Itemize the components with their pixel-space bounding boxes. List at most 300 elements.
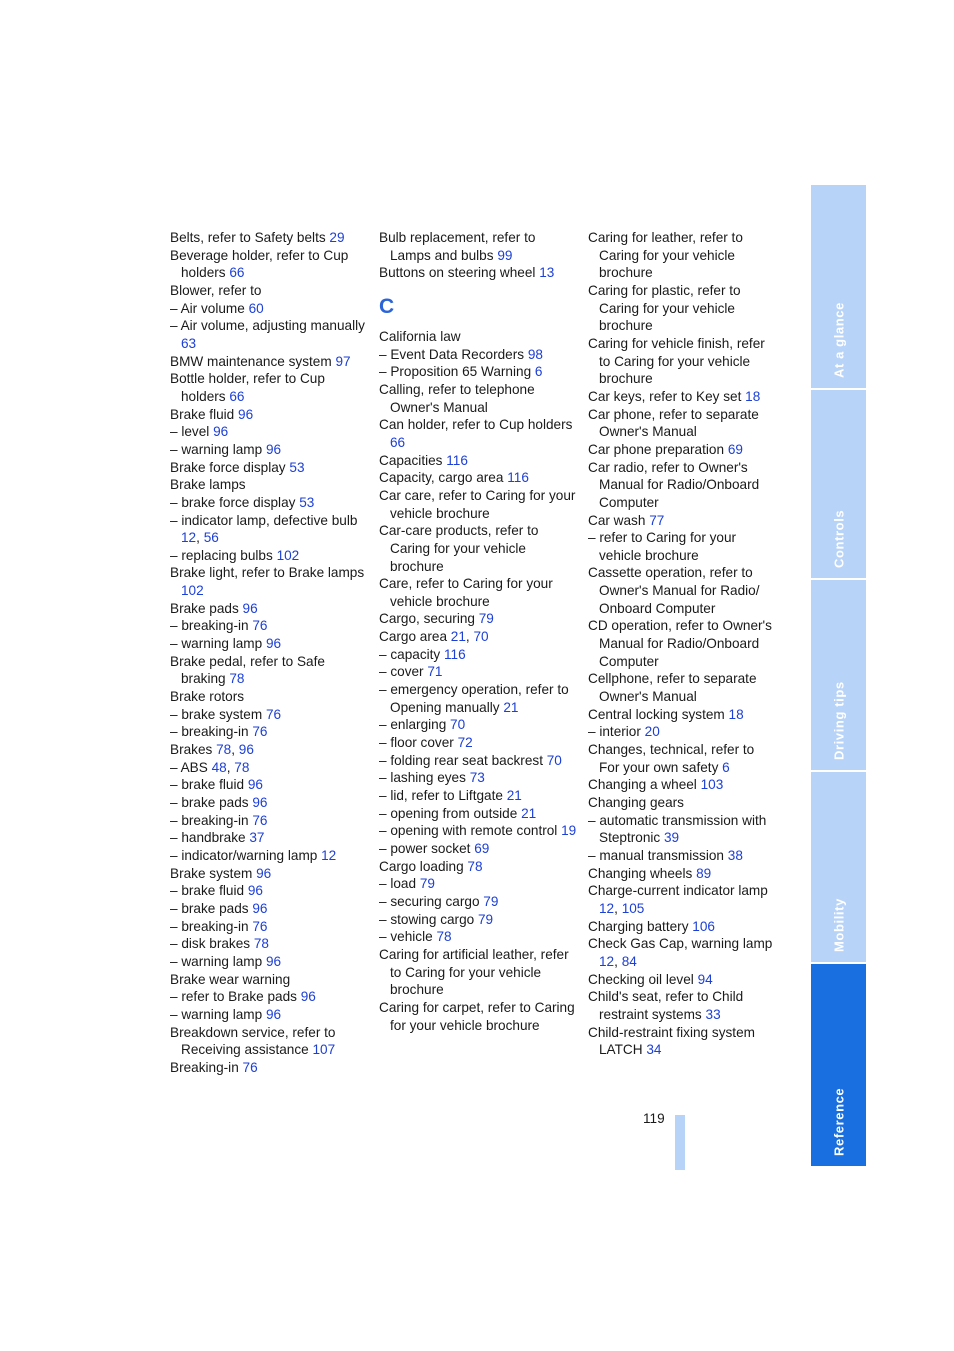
index-entry-text: Breaking-in (170, 1059, 243, 1075)
index-entry-text: – refer to Brake pads (170, 989, 301, 1005)
index-entry (588, 388, 776, 406)
index-entry-text: – load (379, 876, 420, 892)
page-ref-link[interactable]: 12 (599, 900, 615, 916)
page-ref-link[interactable]: 34 (646, 1042, 662, 1058)
index-entry-text: – warning lamp (170, 1006, 266, 1022)
page-ref-link[interactable]: 79 (478, 911, 494, 927)
tab-at-a-glance[interactable] (811, 185, 866, 388)
index-entry-text: Changing a wheel (588, 777, 701, 793)
page-ref-link[interactable]: 73 (469, 770, 485, 786)
index-entry-text: Cassette operation, refer to Owner's Manual for Radio/ Onboard Computer (588, 565, 760, 616)
index-entry-text: California law (379, 328, 461, 344)
index-entry-text: – vehicle (379, 929, 437, 945)
index-entry (170, 1059, 370, 1077)
index-entry-text: Car wash (588, 512, 650, 528)
index-entry-text: – opening with remote control (379, 823, 562, 839)
index-entry (170, 829, 370, 847)
index-entry (170, 847, 370, 865)
page-ref-link[interactable]: 94 (697, 971, 713, 987)
index-entry-text: Bulb replacement, refer to Lamps and bulbs (379, 230, 536, 263)
index-entry-text: Brake rotors (170, 689, 245, 705)
page-ref-link[interactable]: 78 (234, 759, 250, 775)
index-entry (379, 610, 579, 628)
page-ref-link[interactable]: 102 (276, 547, 300, 563)
index-entry (379, 769, 579, 787)
index-entry-text: Brake light, refer to Brake lamps (170, 565, 365, 581)
page-ref-link[interactable]: 107 (312, 1042, 336, 1058)
page-ref-link[interactable]: 78 (229, 671, 245, 687)
index-entry (588, 812, 776, 847)
index-entry-text: – folding rear seat backrest (379, 752, 547, 768)
index-entry (379, 822, 579, 840)
index-entry (588, 776, 776, 794)
page-ref-link[interactable]: 96 (265, 1006, 282, 1022)
page-ref-link[interactable]: 60 (248, 300, 264, 316)
index-entry (379, 999, 579, 1034)
index-entry-text: – ABS (170, 759, 212, 775)
index-entry-text: Check Gas Cap, warning lamp (588, 936, 773, 952)
page-ref-link[interactable]: 70 (473, 629, 489, 645)
index-entry-text: – opening from outside (379, 805, 522, 821)
page-ref-link[interactable]: 56 (203, 530, 219, 546)
index-entry (588, 865, 776, 883)
index-entry (170, 547, 370, 565)
page-ref-link[interactable]: 77 (649, 512, 665, 528)
index-entry-text: Breakdown service, refer to Receiving assistance (170, 1024, 336, 1058)
index-entry (170, 971, 370, 989)
index-entry (170, 635, 370, 653)
page-ref-link[interactable]: 37 (249, 830, 265, 846)
index-entry-text: – enlarging (379, 717, 451, 733)
page-ref-link[interactable]: 89 (696, 865, 712, 881)
index-entry-text: – warning lamp (170, 953, 266, 969)
index-entry (379, 858, 579, 876)
tab-label: Reference (831, 1087, 846, 1156)
index-entry (170, 459, 370, 477)
index-entry-text: – lashing eyes (379, 770, 470, 786)
index-entry (588, 1024, 776, 1059)
page-ref-link[interactable]: 48 (211, 759, 227, 775)
index-entry-text: Car phone preparation (588, 441, 728, 457)
index-entry-text: – power socket (379, 841, 475, 856)
index-entry (379, 363, 579, 381)
index-entry-text: Child-restraint fixing system LATCH (588, 1024, 755, 1058)
index-entry (588, 282, 776, 335)
tab-mobility[interactable] (811, 772, 866, 962)
page-ref-link[interactable]: 79 (419, 876, 435, 892)
index-entry-text: – breaking-in (170, 918, 253, 934)
index-entry (379, 416, 579, 451)
index-entry (588, 512, 776, 530)
page-ref-link[interactable]: 96 (238, 742, 254, 758)
page-marker (675, 1115, 685, 1170)
index-entry-text: – indicator lamp, defective bulb (170, 512, 358, 528)
index-entry-text: – brake system (170, 706, 266, 722)
index-entry (379, 381, 579, 416)
page-ref-link[interactable]: 76 (252, 812, 268, 828)
index-entry (379, 346, 579, 364)
page-ref-link[interactable]: 96 (265, 636, 282, 652)
index-entry (170, 918, 370, 936)
index-entry (379, 840, 579, 858)
index-entry-text: Brake pedal, refer to Safe braking (170, 653, 325, 687)
page-ref-link[interactable]: 76 (265, 706, 282, 722)
index-entry (588, 847, 776, 865)
index-entry (170, 441, 370, 459)
index-entry (170, 653, 370, 688)
page-ref-link[interactable]: 19 (561, 823, 577, 839)
index-entry-text: – warning lamp (170, 441, 266, 457)
tab-driving-tips[interactable] (811, 580, 866, 770)
index-entry-text: Blower, refer to (170, 282, 262, 298)
index-letter-heading: C (379, 294, 395, 318)
index-entry-text: Caring for vehicle finish, refer to Caring for your vehicle brochure (588, 335, 765, 387)
index-column-3 (588, 229, 776, 1059)
index-entry (379, 911, 579, 929)
index-entry (170, 1024, 370, 1059)
page-ref-link[interactable]: 78 (467, 858, 483, 874)
index-entry (170, 794, 370, 812)
index-entry (170, 370, 370, 405)
index-entry (170, 476, 370, 494)
index-entry-text: Belts, refer to Safety belts (170, 230, 330, 245)
index-entry-text: Bottle holder, refer to Cup holders (170, 371, 325, 404)
index-entry (170, 300, 370, 318)
page-ref-link[interactable]: 96 (265, 441, 282, 457)
index-entry (170, 282, 370, 300)
index-entry (588, 723, 776, 741)
index-entry-text: Car phone, refer to separate Owner's Manual (588, 406, 759, 440)
index-entry-text: CD operation, refer to Owner's Manual for Radio/Onboard Computer (588, 618, 772, 669)
index-entry (170, 953, 370, 971)
page-ref-link[interactable]: 53 (289, 459, 305, 475)
page-ref-link[interactable]: 96 (300, 989, 316, 1005)
index-entry-text: Brake pads (170, 600, 243, 616)
page-ref-link[interactable]: 66 (229, 265, 245, 281)
page-ref-link[interactable]: 76 (252, 618, 268, 634)
index-entry-text: Caring for carpet, refer to Caring for your vehicle brochure (379, 999, 575, 1033)
tab-label: Controls (831, 509, 846, 568)
index-entry-text: – disk brakes (170, 936, 254, 952)
index-entry-text: – lid, refer to Liftgate (379, 788, 507, 804)
page-ref-separator: , (196, 530, 204, 546)
index-entry-text: Car radio, refer to Owner's Manual for Radio/Onboard Computer (588, 459, 760, 510)
index-entry-text: Changing wheels (588, 865, 697, 881)
index-entry-text: Caring for plastic, refer to Caring for your vehicle brochure (588, 282, 741, 334)
index-entry (588, 794, 776, 812)
index-entry (170, 406, 370, 424)
index-entry-text: – interior (588, 724, 645, 740)
index-entry (588, 564, 776, 617)
index-entry (588, 670, 776, 705)
index-entry (379, 487, 579, 522)
page-ref-link[interactable]: 12 (181, 530, 197, 546)
index-entry-text: – brake force display (170, 494, 300, 510)
index-entry-text: Calling, refer to telephone Owner's Manual (379, 381, 535, 415)
index-entry-text: – indicator/warning lamp (170, 847, 322, 863)
index-entry (170, 600, 370, 618)
index-entry (379, 734, 579, 752)
tab-label: Driving tips (831, 681, 846, 760)
page-ref-separator: , (465, 629, 474, 645)
index-entry (379, 628, 579, 646)
page-ref-link[interactable]: 71 (427, 664, 443, 680)
index-entry-text: Car keys, refer to Key set (588, 388, 746, 404)
page-ref-link[interactable]: 79 (483, 893, 499, 909)
index-entry (170, 988, 370, 1006)
index-entry (170, 229, 370, 247)
index-entry (588, 918, 776, 936)
index-entry-text: Beverage holder, refer to Cup holders (170, 247, 349, 281)
index-entry (170, 706, 370, 724)
page-ref-link[interactable]: 6 (722, 759, 730, 775)
page-ref-link[interactable]: 97 (335, 353, 351, 369)
page-ref-link[interactable]: 29 (329, 230, 345, 245)
page-ref-link[interactable]: 69 (727, 441, 743, 457)
tab-label: Mobility (831, 898, 846, 952)
page-ref-separator: , (226, 759, 235, 775)
index-entry (170, 1006, 370, 1024)
index-entry-text: – securing cargo (379, 893, 484, 909)
index-entry-text: Caring for leather, refer to Caring for your vehicle brochure (588, 230, 743, 281)
index-entry-text: Charge-current indicator lamp (588, 883, 768, 899)
page-ref-link[interactable]: 96 (213, 424, 229, 440)
index-entry (170, 353, 370, 371)
index-entry-text: – handbrake (170, 830, 250, 846)
index-entry (588, 971, 776, 989)
index-entry (170, 935, 370, 953)
index-entry (170, 741, 370, 759)
index-entry (170, 688, 370, 706)
index-entry-text: Capacities (379, 452, 447, 468)
page-ref-link[interactable]: 102 (181, 583, 204, 599)
index-column-2 (379, 229, 579, 1034)
index-entry-text: Buttons on steering wheel (379, 265, 540, 281)
index-entry-text: – capacity (379, 646, 444, 662)
index-entry-text: – Event Data Recorders (379, 346, 528, 362)
index-entry (379, 328, 579, 346)
index-entry (170, 317, 370, 352)
index-entry (170, 423, 370, 441)
page-ref-link[interactable]: 76 (252, 918, 268, 934)
page-ref-link[interactable]: 116 (443, 646, 466, 662)
index-entry-text: Capacity, cargo area (379, 470, 508, 486)
index-entry-text: Brake force display (170, 459, 290, 475)
tab-controls[interactable] (811, 390, 866, 578)
index-entry (170, 512, 370, 547)
page-ref-link[interactable]: 12 (321, 847, 337, 863)
page-ref-link[interactable]: 96 (247, 777, 263, 793)
page-ref-link[interactable]: 39 (663, 830, 680, 846)
index-entry-text: BMW maintenance system (170, 353, 336, 369)
index-entry (588, 706, 776, 724)
index-entry-text: Cellphone, refer to separate Owner's Manual (588, 671, 757, 705)
page-ref-link[interactable]: 96 (238, 406, 254, 422)
index-entry (379, 875, 579, 893)
index-entry (588, 988, 776, 1023)
index-entry-text: – brake fluid (170, 777, 248, 793)
index-entry-text: – breaking-in (170, 618, 253, 634)
index-entry (170, 494, 370, 512)
page-ref-separator: , (231, 742, 239, 758)
page-ref-link[interactable]: 76 (252, 724, 268, 740)
index-entry (170, 776, 370, 794)
page-ref-link[interactable]: 96 (252, 795, 268, 810)
page-ref-link[interactable]: 84 (621, 953, 637, 969)
index-entry-text: Cargo, securing (379, 611, 479, 627)
index-entry-text: Caring for artificial leather, refer to Caring for your vehicle brochure (379, 946, 569, 998)
index-entry-text: Car care, refer to Caring for your vehicle brochure (379, 487, 576, 521)
index-entry-text: – brake fluid (170, 883, 248, 899)
index-entry-text: Cargo area (379, 629, 451, 645)
index-entry (379, 787, 579, 805)
index-entry-text: Brakes (170, 742, 217, 758)
index-entry (588, 882, 776, 917)
index-entry (379, 946, 579, 999)
page-ref-link[interactable]: 53 (299, 494, 315, 510)
page-ref-link[interactable]: 38 (727, 847, 743, 863)
page-ref-link[interactable]: 21 (521, 805, 537, 821)
page-ref-link[interactable]: 96 (252, 900, 268, 916)
index-entry (379, 469, 579, 487)
index-entry-text: – floor cover (379, 735, 458, 751)
page-ref-link[interactable]: 21 (506, 788, 522, 804)
page-ref-link[interactable]: 79 (478, 611, 494, 627)
index-entry-text: – brake pads (170, 795, 253, 810)
page-ref-link[interactable]: 116 (507, 470, 529, 486)
page-ref-link[interactable]: 106 (692, 918, 715, 934)
index-entry-text: Brake fluid (170, 406, 239, 422)
page-ref-link[interactable]: 96 (256, 865, 272, 881)
page-ref-link[interactable]: 18 (728, 706, 744, 722)
index-entry-text: Child's seat, refer to Child restraint systems (588, 989, 744, 1022)
index-entry-text: Charging battery (588, 918, 693, 934)
index-entry (379, 663, 579, 681)
index-entry-text: – cover (379, 664, 428, 680)
index-entry (170, 882, 370, 900)
page-ref-link[interactable]: 70 (546, 752, 562, 768)
page-ref-link[interactable]: 96 (242, 600, 258, 616)
index-entry-text: Car-care products, refer to Caring for your vehicle brochure (379, 523, 539, 574)
index-entry-text: – emergency operation, refer to Opening manually (379, 682, 569, 715)
index-entry (170, 723, 370, 741)
page-ref-link[interactable]: 105 (621, 900, 645, 916)
page-ref-link[interactable]: 78 (216, 742, 232, 758)
index-entry-text: Changing gears (588, 795, 684, 810)
page-ref-link[interactable]: 21 (450, 629, 466, 645)
page-ref-link[interactable]: 13 (539, 265, 555, 281)
index-entry-text: – breaking-in (170, 724, 253, 740)
index-entry-text: – stowing cargo (379, 911, 478, 927)
page-ref-separator: , (614, 953, 622, 969)
index-entry (170, 564, 370, 599)
index-entry-text: – automatic transmission with Steptronic (588, 812, 767, 846)
index-entry (588, 441, 776, 459)
page-ref-link[interactable]: 78 (253, 936, 269, 952)
index-entry (379, 716, 579, 734)
index-column-1 (170, 229, 370, 1077)
index-entry (588, 459, 776, 512)
page-ref-link[interactable]: 18 (745, 388, 761, 404)
index-entry-text: – warning lamp (170, 636, 266, 652)
index-entry (379, 522, 579, 575)
page-ref-link[interactable]: 33 (705, 1006, 721, 1022)
tab-reference[interactable] (811, 964, 866, 1166)
page-ref-link[interactable]: 66 (229, 388, 245, 404)
index-entry (379, 229, 579, 264)
index-entry (170, 865, 370, 883)
page-ref-link[interactable]: 12 (599, 953, 615, 969)
page-ref-link[interactable]: 76 (242, 1059, 258, 1075)
page-ref-link[interactable]: 96 (265, 953, 282, 969)
index-entry-text: Brake system (170, 865, 257, 881)
index-entry (170, 247, 370, 282)
index-entry-text: – manual transmission (588, 847, 728, 863)
page-ref-link[interactable]: 103 (700, 777, 724, 793)
index-entry-text: Checking oil level (588, 971, 698, 987)
page-ref-link[interactable]: 6 (534, 364, 543, 380)
index-entry-text: Brake lamps (170, 477, 246, 493)
index-entry (379, 681, 579, 716)
index-entry-text: – replacing bulbs (170, 547, 277, 563)
index-entry-text: – Air volume, adjusting manually (170, 318, 365, 334)
index-entry-text: Care, refer to Caring for your vehicle brochure (379, 576, 553, 609)
index-entry (588, 529, 776, 564)
page-ref-link[interactable]: 69 (474, 841, 490, 856)
index-entry-text: Cargo loading (379, 858, 468, 874)
index-entry-text: Central locking system (588, 706, 729, 722)
index-entry (170, 617, 370, 635)
page-ref-link[interactable]: 20 (644, 724, 660, 740)
page-ref-link[interactable]: 99 (497, 247, 513, 263)
page-ref-link[interactable]: 66 (390, 434, 406, 450)
index-entry (379, 805, 579, 823)
index-entry-text: – Proposition 65 Warning (379, 364, 535, 380)
index-entry-text: Changes, technical, refer to For your own safety (588, 742, 755, 775)
page-ref-link[interactable]: 116 (446, 452, 468, 468)
index-entry (588, 406, 776, 441)
index-entry (379, 575, 579, 610)
index-entry (379, 646, 579, 664)
index-entry (588, 741, 776, 776)
index-entry-text: – brake pads (170, 900, 253, 916)
page-ref-link[interactable]: 78 (436, 929, 452, 945)
index-entry-text: – breaking-in (170, 812, 253, 828)
page-ref-link[interactable]: 72 (457, 735, 473, 751)
index-entry (170, 759, 370, 777)
index-entry (379, 452, 579, 470)
index-entry (588, 617, 776, 670)
page-ref-link[interactable]: 98 (527, 346, 543, 362)
page-ref-link[interactable]: 70 (450, 717, 466, 733)
index-entry-text: Can holder, refer to Cup holders (379, 417, 573, 433)
index-entry (379, 264, 579, 282)
page-ref-link[interactable]: 21 (503, 699, 519, 715)
index-entry (379, 928, 579, 946)
index-entry-text: Brake wear warning (170, 971, 291, 987)
tab-label: At a glance (831, 302, 846, 378)
page-number: 119 (643, 1111, 665, 1126)
index-entry-text: – refer to Caring for your vehicle brochure (588, 530, 737, 563)
index-entry (170, 900, 370, 918)
page-ref-link[interactable]: 63 (181, 335, 197, 351)
index-entry (588, 935, 776, 970)
index-entry (379, 893, 579, 911)
index-entry (170, 812, 370, 830)
page-ref-link[interactable]: 96 (247, 883, 263, 899)
index-entry-text: – Air volume (170, 300, 249, 316)
index-entry (588, 335, 776, 388)
